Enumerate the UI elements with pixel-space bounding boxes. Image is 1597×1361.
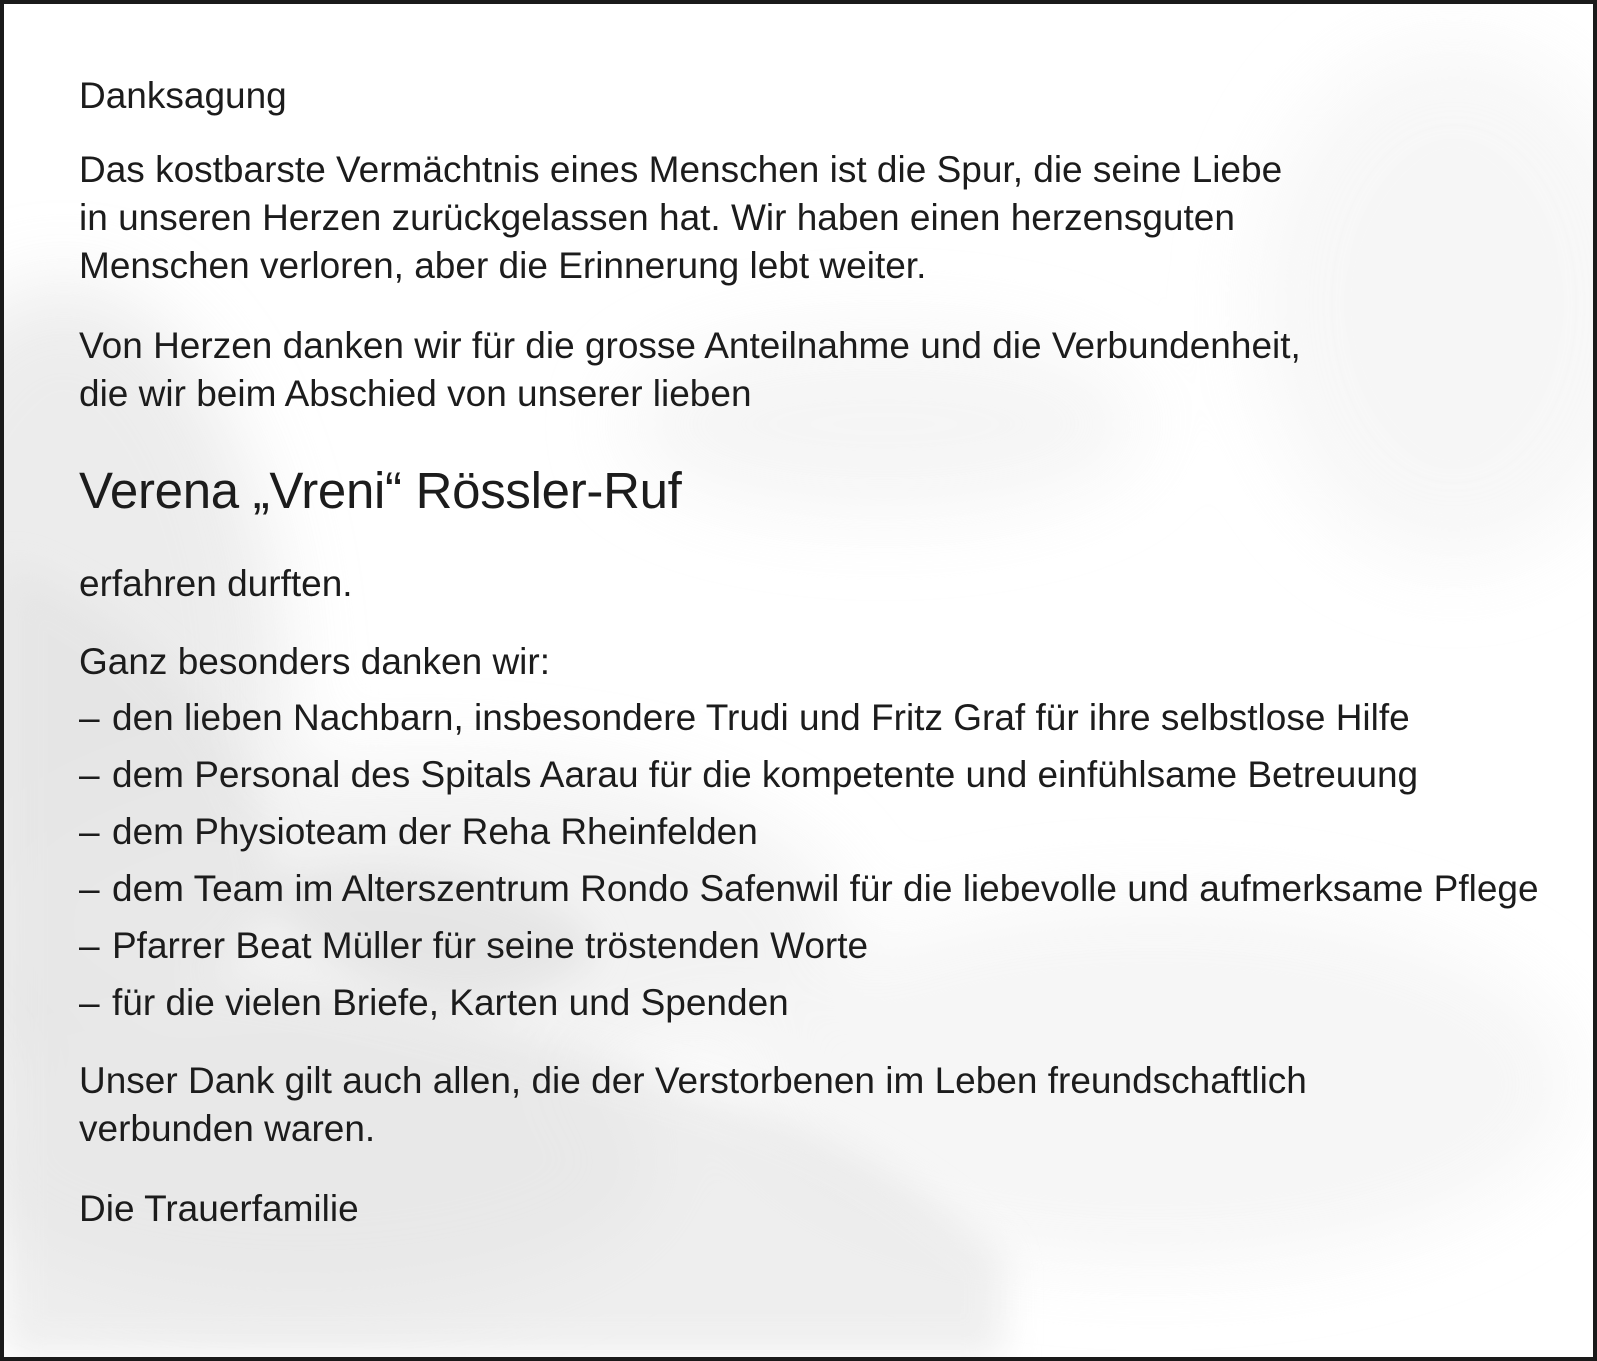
list-item-text: den lieben Nachbarn, insbesondere Trudi und Fritz Graf für ihre selbstlose Hilfe (112, 697, 1410, 738)
thanks-line: Von Herzen danken wir für die grosse Anteilnahme und die Verbundenheit, (79, 325, 1301, 366)
dash-bullet: – (79, 697, 100, 738)
list-item (79, 751, 1579, 799)
dash-bullet: – (79, 754, 100, 795)
closing-line: verbunden waren. (79, 1108, 376, 1149)
closing-paragraph (79, 1057, 1579, 1153)
list-item (79, 979, 1579, 1027)
thanks-paragraph (79, 322, 1579, 418)
list-item-text: dem Personal des Spitals Aarau für die kompetente und einfühlsame Betreuung (112, 754, 1419, 795)
list-item-text: Pfarrer Beat Müller für seine tröstenden Worte (112, 925, 869, 966)
list-item (79, 865, 1552, 913)
quote-line: in unseren Herzen zurückgelassen hat. Wir haben einen herzensguten (79, 197, 1235, 238)
list-item-text: dem Physioteam der Reha Rheinfelden (112, 811, 758, 852)
list-item (79, 694, 1579, 742)
list-item-text: für die vielen Briefe, Karten und Spenden (112, 982, 789, 1023)
closing-line: Unser Dank gilt auch allen, die der Verstorbenen im Leben freundschaftlich (79, 1060, 1307, 1101)
dash-bullet: – (79, 982, 100, 1023)
after-name-text: erfahren durften. (79, 563, 353, 604)
special-thanks-list (79, 694, 1579, 1027)
list-item-text: dem Team im Alterszentrum Rondo Safenwil für die liebevolle und aufmerksame Pflege (112, 868, 1539, 909)
dash-bullet: – (79, 811, 100, 852)
dash-bullet: – (79, 868, 100, 909)
notice-content (79, 72, 1579, 1233)
thanks-line: die wir beim Abschied von unserer lieben (79, 373, 752, 414)
quote-paragraph (79, 146, 1579, 290)
signature: Die Trauerfamilie (79, 1188, 359, 1229)
list-item (79, 808, 1579, 856)
deceased-name: Verena „Vreni“ Rössler-Ruf (79, 462, 682, 519)
special-thanks-intro: Ganz besonders danken wir: (79, 641, 550, 682)
quote-line: Menschen verloren, aber die Erinnerung lebt weiter. (79, 245, 927, 286)
quote-line: Das kostbarste Vermächtnis eines Menschen ist die Spur, die seine Liebe (79, 149, 1283, 190)
notice-heading: Danksagung (79, 75, 287, 116)
dash-bullet: – (79, 925, 100, 966)
list-item (79, 922, 1579, 970)
